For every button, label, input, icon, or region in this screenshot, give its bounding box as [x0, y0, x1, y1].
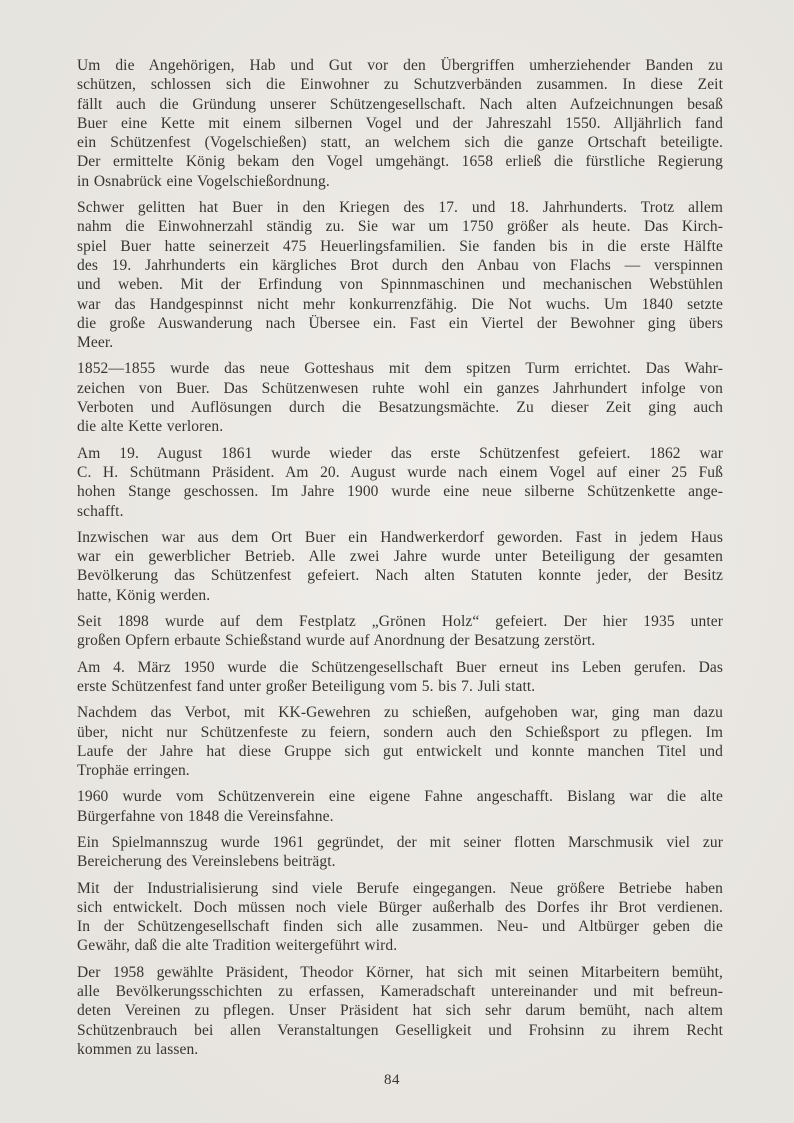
text-line: In der Schützengesellschaft finden sich alle zusammen. Neu- und Altbürger geben die	[77, 918, 723, 936]
text-line: schützen, schlossen sich die Einwohner zu Schutzverbänden zusammen. In diese Zeit	[77, 76, 723, 94]
text-line: hohen Stange geschossen. Im Jahre 1900 wurde eine neue silberne Schützenkette ange-	[77, 483, 723, 501]
text-line: Ein Spielmannszug wurde 1961 gegründet, der mit seiner flotten Marschmusik viel zur	[77, 833, 723, 851]
text-line: 1960 wurde vom Schützenverein eine eigene Fahne angeschafft. Bislang war die alte	[77, 788, 723, 806]
text-line: C. H. Schütmann Präsident. Am 20. August wurde nach einem Vogel auf einer 25 Fuß	[77, 463, 723, 481]
text-line: und weben. Mit der Erfindung von Spinnmaschinen und mechanischen Webstühlen	[77, 276, 723, 294]
paragraph	[77, 528, 723, 605]
paragraph	[77, 444, 723, 521]
text-line: nahm die Einwohnerzahl ständig zu. Sie war um 1750 größer als heute. Das Kirch-	[77, 218, 723, 236]
text-line: Trophäe erringen.	[77, 762, 190, 780]
text-line: war das Handgespinnst nicht mehr konkurrenzfähig. Die Not wuchs. Um 1840 setzte	[77, 295, 723, 313]
paragraph	[77, 879, 723, 956]
paragraph	[77, 963, 723, 1059]
text-line: Um die Angehörigen, Hab und Gut vor den Übergriffen umherziehender Banden zu	[77, 57, 723, 74]
text-line: Bürgerfahne von 1848 die Vereinsfahne.	[77, 807, 334, 825]
text-line: des 19. Jahrhunderts ein kärgliches Brot durch den Anbau von Flachs — verspinnen	[77, 256, 723, 274]
text-line: Am 19. August 1861 wurde wieder das erste Schützenfest gefeiert. 1862 war	[77, 444, 723, 462]
paragraph	[77, 56, 723, 191]
text-line: Nachdem das Verbot, mit KK-Gewehren zu schießen, aufgehoben war, ging man dazu	[77, 704, 723, 722]
text-line: Inzwischen war aus dem Ort Buer ein Handwerkerdorf geworden. Fast in jedem Haus	[77, 528, 723, 546]
text-line: schafft.	[77, 502, 124, 520]
text-line: Laufe der Jahre hat diese Gruppe sich gut entwickelt und konnte manchen Titel und	[77, 742, 723, 760]
paragraph	[77, 703, 723, 780]
text-line: Bereicherung des Vereinslebens beiträgt.	[77, 853, 336, 871]
paragraph	[77, 612, 723, 651]
text-line: Meer.	[77, 334, 114, 352]
page-number: 84	[384, 1072, 400, 1088]
text-line: Mit der Industrialisierung sind viele Berufe eingegangen. Neue größere Betriebe haben	[77, 879, 723, 897]
text-line: Schwer gelitten hat Buer in den Kriegen des 17. und 18. Jahrhunderts. Trotz allem	[77, 199, 723, 217]
text-line: Verboten und Auflösungen durch die Besatzungsmächte. Zu dieser Zeit ging auch	[77, 399, 723, 417]
text-line: zeichen von Buer. Das Schützenwesen ruhte wohl ein ganzes Jahrhundert infolge von	[77, 379, 723, 397]
text-line: Der 1958 gewählte Präsident, Theodor Körner, hat sich mit seinen Mitarbeitern bemüht,	[77, 963, 723, 981]
text-line: Am 4. März 1950 wurde die Schützengesellschaft Buer erneut ins Leben gerufen. Das	[77, 658, 723, 676]
text-line: spiel Buer hatte seinerzeit 475 Heuerlingsfamilien. Sie fanden bis in die erste Hälfte	[77, 237, 723, 255]
paragraph	[77, 658, 723, 697]
text-line: fällt auch die Gründung unserer Schützengesellschaft. Nach alten Aufzeichnungen besaß	[77, 95, 723, 113]
text-line: in Osnabrück eine Vogelschießordnung.	[77, 172, 330, 190]
text-line: alle Bevölkerungsschichten zu erfassen, Kameradschaft untereinander und mit befreun-	[77, 983, 723, 1001]
text-line: Bevölkerung das Schützenfest gefeiert. Nach alten Statuten konnte jeder, der Besitz	[77, 567, 723, 585]
text-line: kommen zu lassen.	[77, 1040, 199, 1058]
text-line: Buer eine Kette mit einem silbernen Vogel und der Jahreszahl 1550. Alljährlich fand	[77, 114, 723, 132]
text-line: Seit 1898 wurde auf dem Festplatz „Grönen Holz“ gefeiert. Der hier 1935 unter	[77, 613, 723, 631]
text-line: über, nicht nur Schützenfeste zu feiern, sondern auch den Schießsport zu pflegen. Im	[77, 723, 723, 741]
text-line: deten Vereinen zu pflegen. Unser Präsident hat sich sehr darum bemüht, nach altem	[77, 1002, 723, 1020]
text-block	[77, 56, 723, 1066]
text-line: die alte Kette verloren.	[77, 418, 224, 436]
paragraph	[77, 833, 723, 872]
text-line: Gewähr, daß die alte Tradition weitergeführt wird.	[77, 937, 398, 955]
text-line: war ein gewerblicher Betrieb. Alle zwei Jahre wurde unter Beteiligung der gesamten	[77, 548, 723, 566]
text-line: Der ermittelte König bekam den Vogel umgehängt. 1658 erließ die fürstliche Regierung	[77, 153, 723, 171]
text-line: hatte, König werden.	[77, 586, 211, 604]
paragraph	[77, 787, 723, 826]
text-line: ein Schützenfest (Vogelschießen) statt, an welchem sich die ganze Ortschaft beteiligte.	[77, 134, 723, 152]
text-line: sich entwickelt. Doch müssen noch viele Bürger außerhalb des Dorfes ihr Brot verdienen.	[77, 898, 723, 916]
text-line: erste Schützenfest fand unter großer Beteiligung vom 5. bis 7. Juli statt.	[77, 677, 536, 695]
text-line: großen Opfern erbaute Schießstand wurde auf Anordnung der Besatzung zerstört.	[77, 632, 596, 650]
text-line: 1852—1855 wurde das neue Gotteshaus mit dem spitzen Turm errichtet. Das Wahr-	[77, 360, 723, 378]
paragraph	[77, 359, 723, 436]
text-line: Schützenbrauch bei allen Veranstaltungen Geselligkeit und Frohsinn zu ihrem Recht	[77, 1021, 723, 1039]
text-line: die große Auswanderung nach Übersee ein. Fast ein Viertel der Bewohner ging übers	[77, 314, 723, 332]
paragraph	[77, 198, 723, 352]
